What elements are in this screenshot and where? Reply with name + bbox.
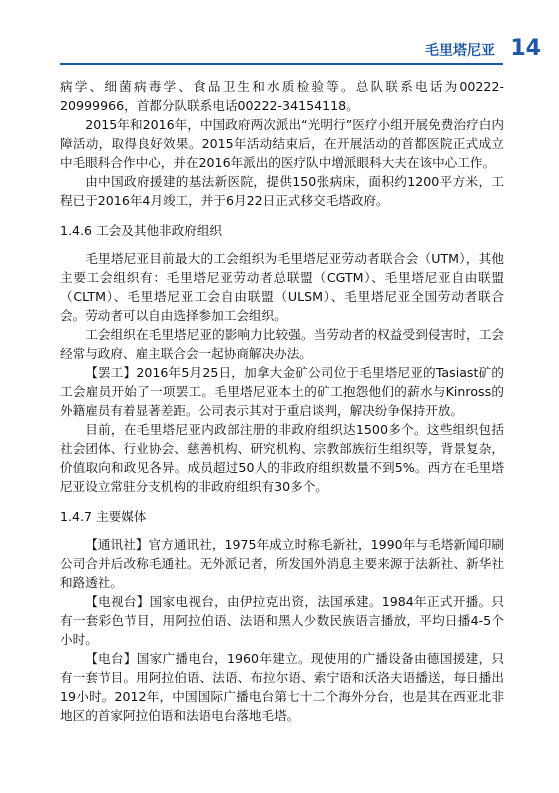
paragraph-kiffa-hospital: 由中国政府援建的基法新医院，提供150张病床，面积约1200平方米，工程已于2016年4月竣工，并于6月22日正式移交毛塔政府。	[60, 174, 504, 208]
header-divider	[60, 63, 503, 65]
paragraph-ngos: 目前，在毛里塔尼亚内政部注册的非政府组织达1500多个。这些组织包括社会团体、行业协会、慈善机构、研究机构、宗教部族衍生组织等，背景复杂，价值取向和政见各异。成员超过50人的非政府组织数量不到5%。西方在毛里塔尼亚设立常驻分支机构的非政府组织有30多个。	[60, 422, 504, 494]
running-title: 毛里塔尼亚	[425, 43, 495, 59]
paragraph-unions-list: 毛里塔尼亚目前最大的工会组织为毛里塔尼亚劳动者联合会（UTM），其他主要工会组织有：毛里塔尼亚劳动者总联盟（CGTM）、毛里塔尼亚自由联盟（CLTM）、毛里塔尼亚工会自由联盟（ULSM）、毛里塔尼亚全国劳动者联合会。劳动者可以自由选择参加工会组织。	[60, 251, 504, 323]
paragraph-strike: 【罢工】2016年5月25日，加拿大金矿公司位于毛里塔尼亚的Tasiast矿的工会雇员开始了一项罢工。毛里塔尼亚本土的矿工抱怨他们的薪水与Kinross的外籍雇员有着显著差距。公司表示其对于重启谈判，解决纷争保持开放。	[60, 365, 504, 418]
paragraph-union-influence: 工会组织在毛里塔尼亚的影响力比较强。当劳动者的权益受到侵害时，工会经常与政府、雇主联合会一起协商解决办法。	[60, 327, 504, 361]
paragraph-tv-station: 【电视台】国家电视台，由伊拉克出资，法国承建。1984年正式开播。只有一套彩色节目，用阿拉伯语、法语和黑人少数民族语言播放，平均日播4-5个小时。	[60, 594, 504, 647]
paragraph-medical-team-contact: 病学、细菌病毒学、食品卫生和水质检验等。总队联系电话为00222-20999966，首都分队联系电话00222-34154118。	[60, 79, 504, 113]
section-title: 主要媒体	[96, 509, 147, 524]
page-number: 14	[510, 36, 541, 61]
section-heading-unions	[60, 221, 504, 240]
section-number: 1.4.7	[60, 509, 93, 524]
page-body	[60, 77, 504, 725]
section-title: 工会及其他非政府组织	[96, 223, 222, 238]
page-header	[0, 36, 559, 76]
section-heading-media	[60, 507, 504, 526]
paragraph-radio-station: 【电台】国家广播电台，1960年建立。现使用的广播设备由德国援建，只有一套节目。用阿拉伯语、法语、布拉尔语、索宁语和沃洛夫语播送，每日播出19小时。2012年，中国国际广播电台第七十二个海外分台，也是其在西亚北非地区的首家阿拉伯语和法语电台落地毛塔。	[60, 651, 504, 723]
paragraph-bright-journey: 2015年和2016年，中国政府两次派出“光明行”医疗小组开展免费治疗白内障活动，取得良好效果。2015年活动结束后，在开展活动的首都医院正式成立中毛眼科合作中心，并在2016年派出的医疗队中增派眼科大夫在该中心工作。	[60, 117, 504, 170]
paragraph-news-agency: 【通讯社】官方通讯社，1975年成立时称毛新社，1990年与毛塔新闻印刷公司合并后改称毛通社。无外派记者，所发国外消息主要来源于法新社、新华社和路透社。	[60, 537, 504, 590]
section-number: 1.4.6	[60, 223, 93, 238]
